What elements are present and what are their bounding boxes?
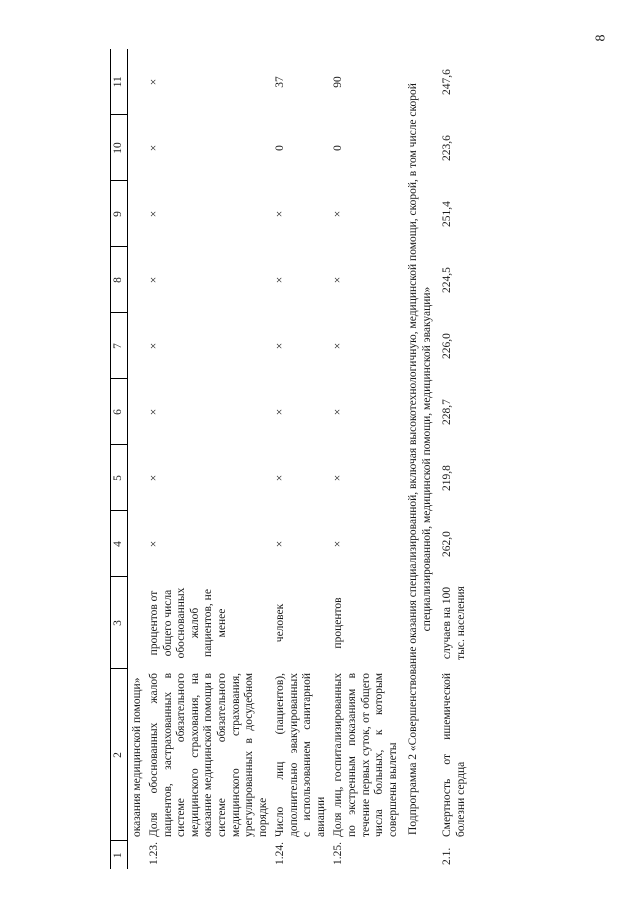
value-cell: × (148, 342, 161, 350)
column-header: 5 (111, 445, 128, 511)
page-number: 8 (593, 34, 609, 42)
value-cell (127, 181, 146, 247)
value-cell: × (148, 408, 161, 416)
unit: процентов от общего числа обоснованных жалоб пациентов, не менее (148, 587, 228, 659)
value-cell: 251,4 (441, 201, 454, 227)
value-cell: × (148, 540, 161, 548)
column-header: 1 (111, 841, 128, 869)
value-cell: × (148, 144, 161, 152)
value-cell (127, 445, 146, 511)
row-number: 1.23. (148, 842, 161, 865)
column-header: 11 (111, 49, 128, 115)
value-cell: × (274, 474, 287, 482)
table-row (439, 49, 470, 869)
value-cell (127, 115, 146, 181)
value-cell: 247,6 (441, 69, 454, 95)
unit: процентов (332, 597, 345, 649)
value-cell: 226,0 (441, 333, 454, 359)
value-cell: 37 (274, 76, 287, 88)
table-row (146, 49, 272, 869)
value-cell: × (148, 474, 161, 482)
unit: случаев на 100 тыс. населения (441, 586, 467, 660)
table-row (127, 49, 146, 869)
value-cell: 262,0 (441, 531, 454, 557)
indicator-table (110, 49, 471, 869)
indicator-name: оказания медицинской помощи» (130, 677, 143, 837)
table-row (272, 49, 330, 869)
value-cell (127, 511, 146, 577)
row-number: 1.24. (274, 842, 287, 865)
row-number: 1.25. (332, 842, 345, 865)
column-header: 9 (111, 181, 128, 247)
value-cell: × (148, 78, 161, 86)
value-cell: × (332, 210, 345, 218)
column-number-row (111, 49, 128, 869)
column-header: 10 (111, 115, 128, 181)
column-header: 8 (111, 247, 128, 313)
table-row (330, 49, 402, 869)
value-cell: 90 (332, 76, 345, 88)
value-cell: × (332, 474, 345, 482)
value-cell: 223,6 (441, 135, 454, 161)
row-number (127, 841, 146, 869)
value-cell: × (332, 342, 345, 350)
unit: человек (274, 603, 287, 643)
indicator-name: Смертность от ишемической болезни сердца (441, 673, 467, 837)
indicator-name: Число лиц (пациентов), дополнительно эвакуированных с использованием санитарной авиации (274, 673, 327, 837)
column-header: 4 (111, 511, 128, 577)
value-cell: 219,8 (441, 465, 454, 491)
value-cell: × (274, 276, 287, 284)
value-cell (127, 313, 146, 379)
column-header: 6 (111, 379, 128, 445)
column-header: 2 (111, 669, 128, 841)
value-cell: × (332, 408, 345, 416)
value-cell: × (148, 210, 161, 218)
value-cell: 0 (274, 145, 287, 151)
value-cell: 0 (332, 145, 345, 151)
value-cell: × (332, 276, 345, 284)
value-cell: 228,7 (441, 399, 454, 425)
subprogram-heading: Подпрограмма 2 «Совершенствование оказания специализированной, включая высокотехнологичную, медицинской помощи, скорой, в том числе скорой специализированной, медицинской помощи, медицинской эвакуации» (407, 83, 433, 835)
indicator-name: Доля обоснованных жалоб пациентов, застрахованных в системе обязательного медицинского страхования, на оказание медицинской помощи в системе обязательного медицинского страхования, урегулированных в досудебном порядке (148, 673, 269, 837)
value-cell: × (274, 408, 287, 416)
unit (127, 577, 146, 669)
column-header: 3 (111, 577, 128, 669)
column-header: 7 (111, 313, 128, 379)
value-cell: × (274, 342, 287, 350)
value-cell (127, 49, 146, 115)
subprogram-row (402, 49, 439, 869)
value-cell: × (332, 540, 345, 548)
row-number: 2.1. (441, 847, 454, 865)
indicator-name: Доля лиц, госпитализированных по экстренным показаниям в течение первых суток, от общего числа больных, к которым совершены вылеты (332, 673, 399, 837)
value-cell (127, 379, 146, 445)
value-cell: × (148, 276, 161, 284)
value-cell: × (274, 540, 287, 548)
value-cell: × (274, 210, 287, 218)
value-cell (127, 247, 146, 313)
value-cell: 224,5 (441, 267, 454, 293)
